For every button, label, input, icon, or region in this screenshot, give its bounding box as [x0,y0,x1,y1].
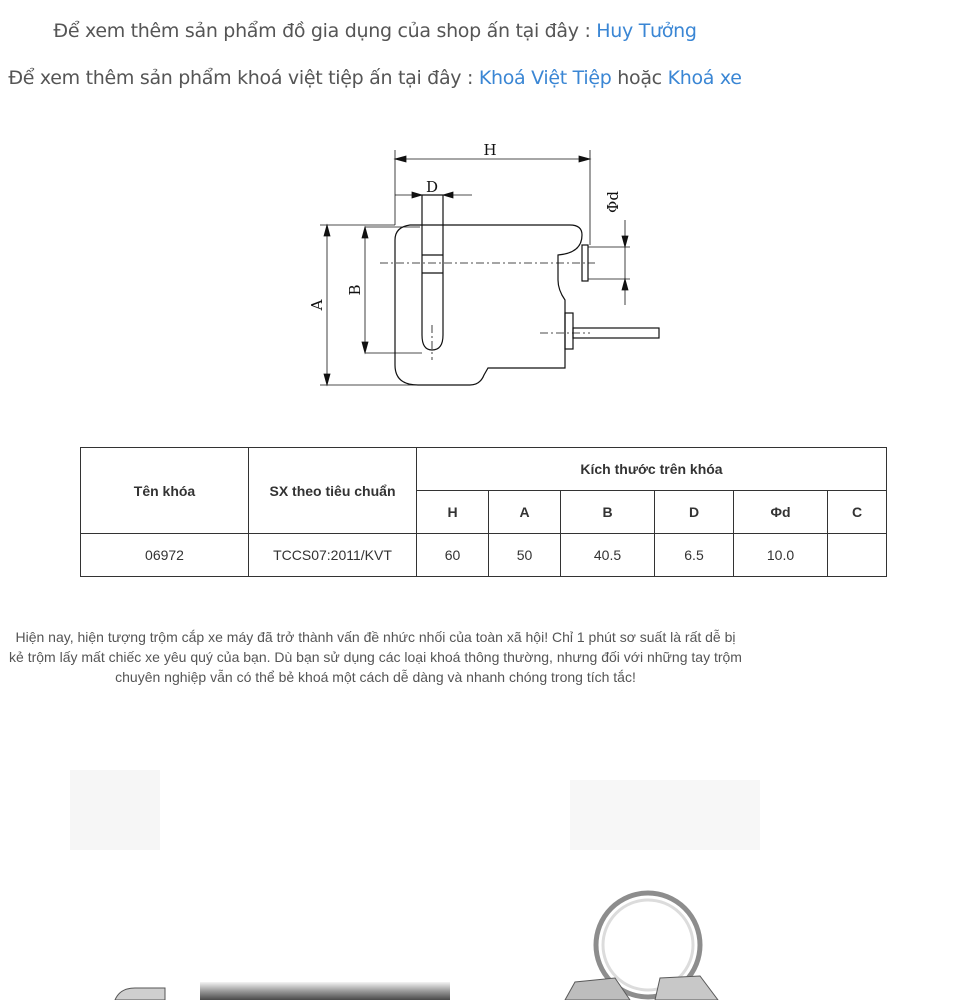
cell-name: 06972 [81,534,249,577]
lock-spec-table [80,447,887,577]
col-header-dimensions: Kích thước trên khóa [417,448,887,491]
lock-product-photo [0,700,962,1000]
cell-a: 50 [489,534,561,577]
dim-header-b: B [561,491,655,534]
dim-label-b: B [346,284,364,296]
dim-header-c: C [828,491,887,534]
lock-link-prefix: Để xem thêm sản phẩm khoá việt tiệp ấn tại đây : [8,67,479,89]
cell-b: 40.5 [561,534,655,577]
col-header-standard: SX theo tiêu chuẩn [249,448,417,534]
dim-header-d: D [655,491,734,534]
table-row [81,534,887,577]
lock-link-line [0,67,750,89]
cell-d: 6.5 [655,534,734,577]
dim-label-d: D [425,178,439,196]
shop-link-line [0,20,750,42]
dim-header-phi-d: Φd [734,491,828,534]
khoa-viet-tiep-link[interactable]: Khoá Việt Tiệp [478,67,612,89]
huy-tuong-link[interactable]: Huy Tưởng [596,20,697,42]
cell-h: 60 [417,534,489,577]
cell-standard: TCCS07:2011/KVT [249,534,417,577]
col-header-name: Tên khóa [81,448,249,534]
cell-phi-d: 10.0 [734,534,828,577]
lock-link-or: hoặc [611,67,668,89]
shop-link-prefix: Để xem thêm sản phẩm đồ gia dụng của shop ấn tại đây : [53,20,597,42]
khoa-xe-link[interactable]: Khoá xe [667,67,742,89]
lock-dimension-diagram [300,135,670,395]
dim-label-h: H [483,141,497,159]
dim-label-a: A [308,299,326,311]
product-description: Hiện nay, hiện tượng trộm cắp xe máy đã trở thành vấn đề nhức nhối của toàn xã hội! Chỉ 1 phút sơ suất là rất dễ bị kẻ trộm lấy mất chiếc xe yêu quý của bạn. Dù bạn sử dụng các loại khoá thông thường, nhưng đối với những tay trộm chuyên nghiệp vẫn có thể bẻ khoá một cách dễ dàng và nhanh chóng trong tích tắc! [9,629,742,685]
cell-c [828,534,887,577]
dim-header-a: A [489,491,561,534]
dim-header-h: H [417,491,489,534]
dim-label-phi-d: Φd [604,191,622,213]
